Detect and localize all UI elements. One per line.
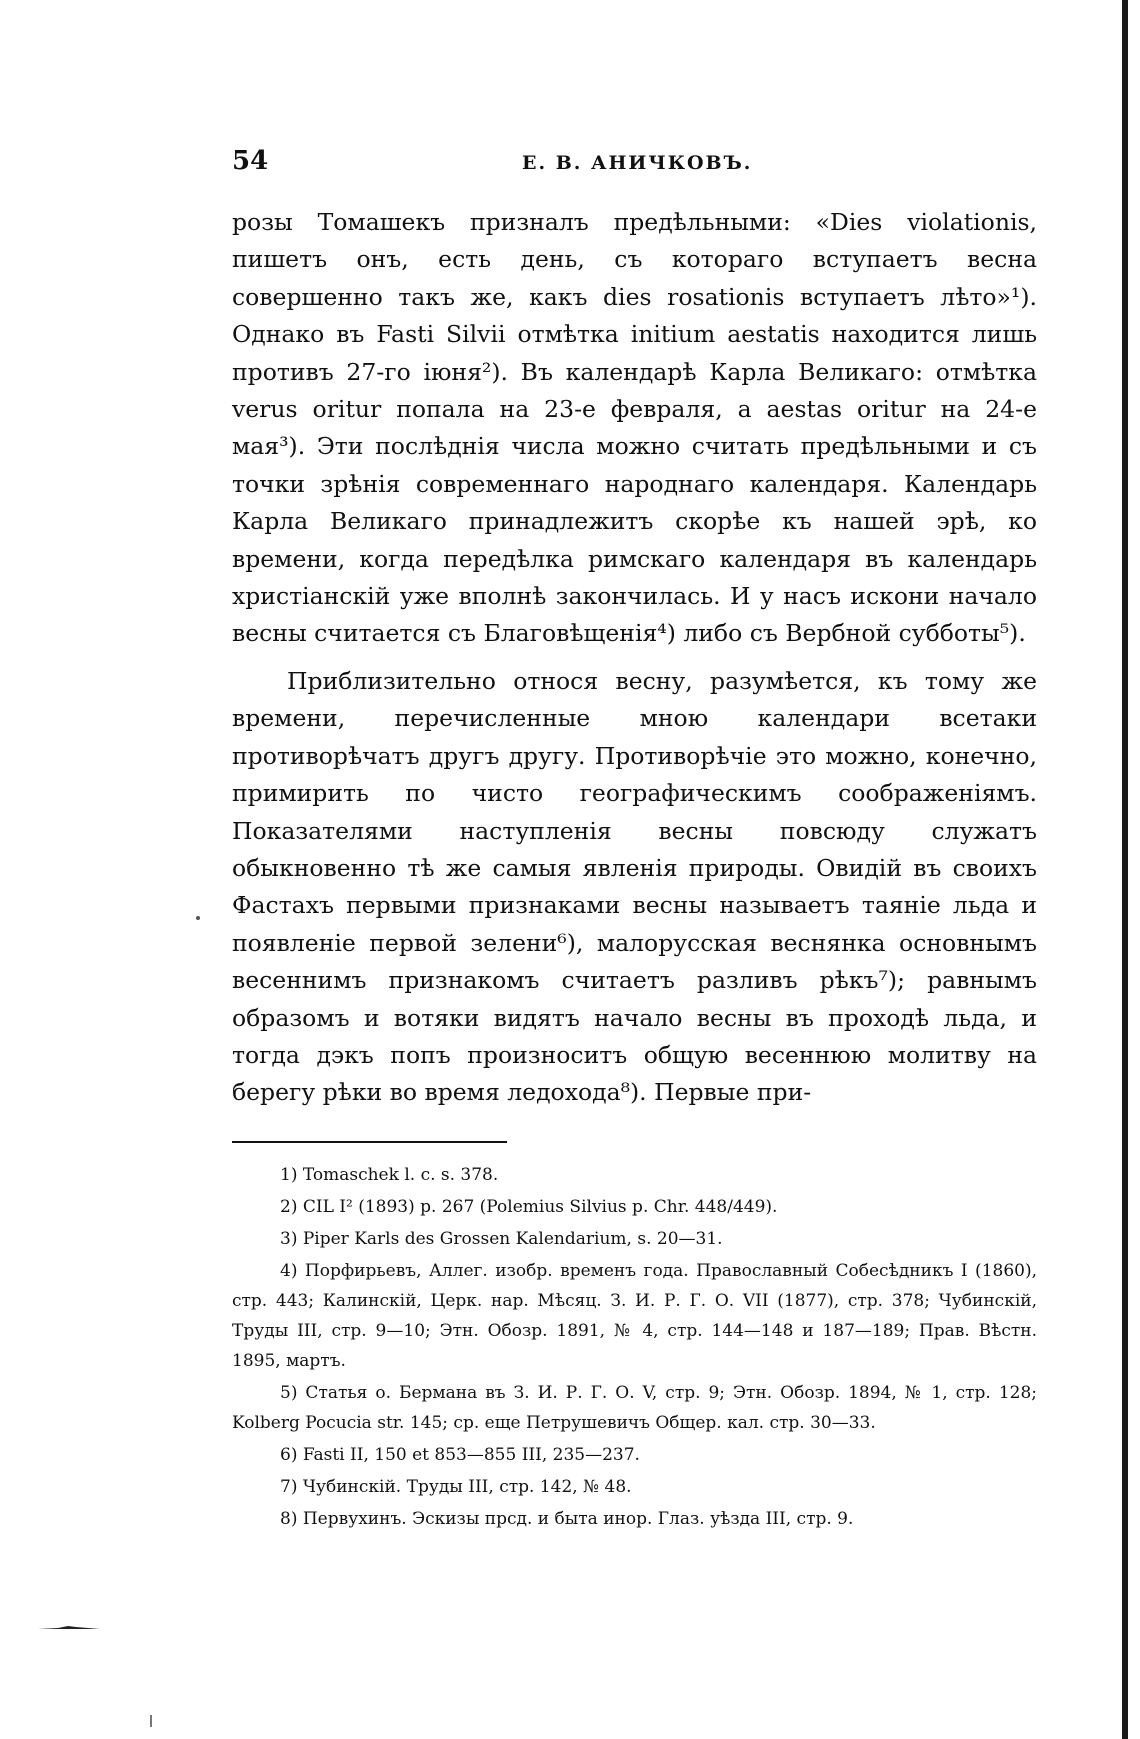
page-header [232,146,1037,186]
margin-dot [196,916,200,920]
footnote-divider [232,1141,507,1143]
paragraph-2: Приблизительно относя весну, разумѣется, къ тому же времени, перечисленные мною календари всетаки противорѣчатъ другъ другу. Противорѣчіе это можно, конечно, примирить по чисто географическимъ соображеніямъ. Показателями наступленія весны повсюду служатъ обыкновенно тѣ же самыя явленія природы. Овидій въ своихъ Фастахъ первыми признаками весны называетъ таяніе льда и появленіе первой зелени⁶), малорусская веснянка основнымъ весеннимъ признакомъ считаетъ разливъ рѣкъ⁷); равнымъ образомъ и вотяки видятъ начало весны въ проходѣ льда, и тогда дэкъ попъ произноситъ общую весеннюю молитву на берегу рѣки во время ледохода⁸). Первые при- [232,666,1037,1107]
margin-tick [150,1715,152,1727]
footnotes [232,1160,1037,1536]
footnote-8: 8) Первухинъ. Эскизы прсд. и быта инор. Глаз. уѣзда III, стр. 9. [280,1509,854,1529]
paragraph-1: розы Томашекъ призналъ предѣльными: «Dies violationis, пишетъ онъ, есть день, съ котораго вступаетъ весна совершенно такъ же, какъ dies rosationis вступаетъ лѣто»¹). Однако въ Fasti Silvii отмѣтка initium aestatis находится лишь противъ 27-го іюня²). Въ календарѣ Карла Великаго: отмѣтка verus oritur попала на 23-е февраля, а aestas oritur на 24-е мая³). Эти послѣднія числа можно считать предѣльными и съ точки зрѣнія современнаго народнаго календаря. Календарь Карла Великаго принадлежитъ скорѣе къ нашей эрѣ, ко времени, когда передѣлка римскаго календаря въ календарь христіанскій уже вполнѣ закончилась. И у насъ искони начало весны считается съ Благовѣщенія⁴) либо съ Вербной субботы⁵). [232,208,1037,648]
footnote-4: 4) Порфирьевъ, Аллег. изобр. временъ года. Православный Собесѣдникъ I (1860), стр. 443; Калинскій, Церк. нар. Мѣсяц. З. И. Р. Г. О. VII (1877), стр. 378; Чубинскій, Труды III, стр. 9—10; Этн. Обозр. 1891, № 4, стр. 144—148 и 187—189; Прав. Вѣстн. 1895, мартъ. [232,1261,1037,1371]
running-head: Е. В. АНИЧКОВЪ. [522,152,753,174]
main-text [232,204,1037,1112]
footnote-1: 1) Tomaschek l. c. s. 378. [280,1165,499,1185]
footnote-5: 5) Статья о. Бермана въ З. И. Р. Г. О. V, стр. 9; Этн. Обозр. 1894, № 1, стр. 128; Kolberg Pocucia str. 145; ср. еще Петрушевичъ Общер. кал. стр. 30—33. [232,1383,1037,1433]
margin-ink-mark [38,1625,100,1630]
footnote-2: 2) CIL I² (1893) p. 267 (Polemius Silvius p. Chr. 448/449). [280,1197,778,1217]
page-edge-bar [1122,0,1128,1739]
footnote-3: 3) Piper Karls des Grossen Kalendarium, s. 20—31. [280,1229,723,1249]
footnote-7: 7) Чубинскій. Труды III, стр. 142, № 48. [280,1477,632,1497]
page-number: 54 [232,146,269,176]
footnote-6: 6) Fasti II, 150 et 853—855 III, 235—237. [280,1445,640,1465]
